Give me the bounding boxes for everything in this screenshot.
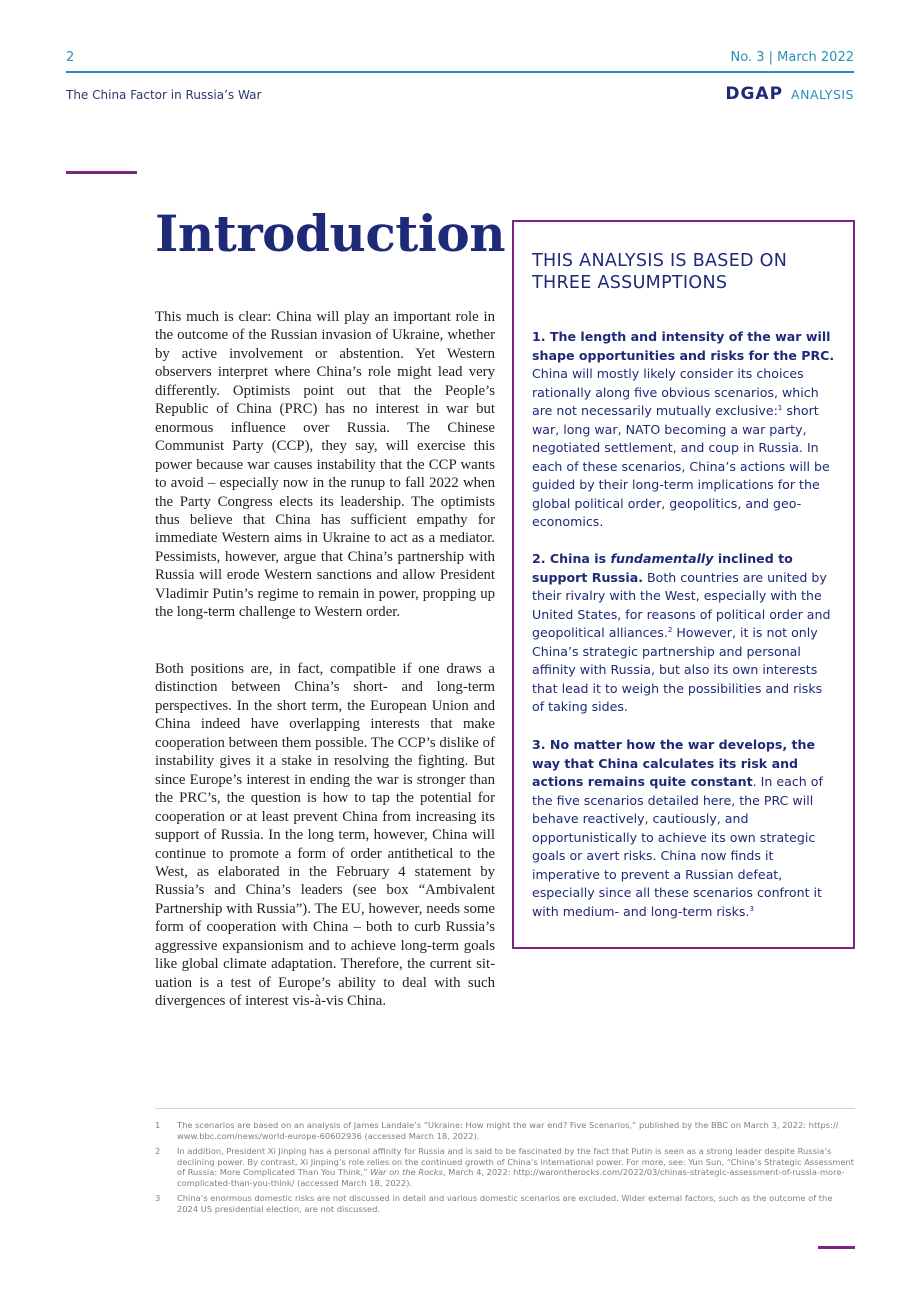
footnote-2 bbox=[155, 1146, 855, 1188]
footnote-3-text: China’s enormous domestic risks are not discussed in detail and various domestic scenarios are excluded. Wider external factors, such as the outcome of the 2024 US presidential election, are not discussed. bbox=[177, 1193, 833, 1214]
footnote-ref-2: 2 bbox=[667, 626, 673, 634]
assumption-1 bbox=[532, 328, 837, 532]
footnote-2-text-a: In addition, President Xi Jinping has a personal affinity for Russia and is said to be fascinated by the fact that Putin is seen as a strong leader despite Russia’s declining power. By contrast, Xi Jinping’s role relies on the continued growth of China’s international power. For more, see: Yun Sun, “China’s Strategic Assessment of Russia: More Complicated Than You Think,” bbox=[177, 1146, 854, 1177]
assumption-2-lead-a: 2. China is bbox=[532, 551, 611, 566]
footnote-1-number: 1 bbox=[155, 1120, 161, 1130]
footnote-3 bbox=[155, 1193, 855, 1214]
footnote-2-text bbox=[177, 1146, 855, 1188]
assumption-2-emphasis: fundamentally bbox=[610, 551, 714, 566]
page-title: Introduction bbox=[155, 204, 506, 263]
body-paragraph-1: This much is clear: China will play an important role in the outcome of the Russian invasion of Ukraine, whether by active involvement or abstention. Yet Western observers interpret where China’s role might lead very differently. Optimists point out that the People’s Republic of China (PRC) has no interest in war but enormous influence over Russia. The Chinese Communist Party (CCP), they say, will exercise this power because war causes instability that the CCP wants to avoid – especially now in the runup to fall 2022 when the Party Congress elects its leadership. The optimists thus believe that China has sufficient empathy for immediate Western aims in Ukraine to act as a mediator. Pessimists, however, argue that China’s partnership with Russia will erode Western sanctions and allow President Vladimir Putin’s regime to remain in power, propping up the long-term challenge to Western order. bbox=[155, 309, 495, 621]
footnote-3-number: 3 bbox=[155, 1193, 161, 1203]
page-number: 2 bbox=[66, 50, 75, 65]
footnote-ref-1: 1 bbox=[777, 404, 783, 412]
assumption-2-text-b: However, it is not only China’s strategic partnership and personal affinity with Russia, but also its own interests that lead it to weigh the possibilities and risks of taking sides. bbox=[532, 625, 823, 714]
header-rule bbox=[66, 71, 854, 73]
assumption-1-text-a: China will mostly likely consider its choices rationally along five obvious scenarios, which are not necessarily mutually exclusive: bbox=[532, 366, 819, 418]
publisher-logo bbox=[725, 84, 854, 104]
footnote-ref-3: 3 bbox=[749, 904, 754, 913]
footnote-1-text: The scenarios are based on an analysis of James Landale’s “Ukraine: How might the war end? Five Scenarios,” published by the BBC on March 3, 2022: https:// www.bbc.com/news/world-europe-60602936 (accessed March 18, 2022). bbox=[177, 1120, 839, 1141]
footnote-1 bbox=[155, 1120, 855, 1141]
logo-wordmark: DGAP bbox=[725, 84, 784, 104]
assumption-2-lead-b: inclined to support Russia. bbox=[532, 551, 793, 585]
assumptions-box bbox=[512, 220, 855, 949]
body-paragraph-2: Both positions are, in fact, compatible if one draws a distinction between China’s short- and long-term perspectives. In the short term, the European Union and China indeed have overlapping interests that make cooperation between them possible. The CCP’s dislike of instability gives it a stake in resolving the fighting. But since Europe’s interest in ending the war is stronger than the PRC’s, the question is how to tap the potential for cooperation or at least prevent China from increasing its support of Russia. In the long term, however, China will continue to promote a form of order antithetical to the West, as elaborated in the February 4 statement by Russia’s and China’s leaders (see box “Ambivalent Partnership with Russia”). The EU, however, needs some form of cooperation with China – both to curb Russia’s aggressive expansionism and to achieve long-term goals like global climate adaptation. Therefore, the current situation is a test of Europe’s ability to deal with such divergences of interest vis-à-vis China. bbox=[155, 661, 495, 1010]
issue-label: No. 3 | March 2022 bbox=[730, 50, 854, 65]
assumption-1-text-b: short war, long war, NATO becoming a war party, negotiated settlement, and coup in Russia. In each of these scenarios, China’s actions will be guided by their long-term implications for the global political order, geopolitics, and geo-economics. bbox=[532, 403, 830, 529]
assumption-3-lead: 3. No matter how the war develops, the way that China calculates its risk and actions remains quite constant bbox=[532, 737, 816, 789]
logo-tag: ANALYSIS bbox=[791, 87, 854, 102]
footnote-rule bbox=[155, 1108, 855, 1109]
assumption-1-lead: 1. The length and intensity of the war will shape opportunities and risks for the PRC. bbox=[532, 329, 835, 363]
footnote-2-number: 2 bbox=[155, 1146, 161, 1156]
footnote-2-publication: War on the Rocks bbox=[370, 1167, 443, 1177]
assumption-3 bbox=[532, 736, 837, 921]
assumption-2 bbox=[532, 550, 837, 717]
footnote-2-text-b: , March 4, 2022: http://warontherocks.com/2022/03/chinas-strategic-assessment-of-russia-more-complicated-than-you-think/ (accessed March 18, 2022). bbox=[177, 1167, 845, 1188]
assumption-2-text-a: Both countries are united by their rivalry with the West, especially with the United States, for reasons of political order and geopolitical alliances. bbox=[532, 569, 831, 640]
running-title: The China Factor in Russia’s War bbox=[66, 88, 262, 102]
bottom-accent-bar bbox=[818, 1246, 855, 1249]
box-heading: THIS ANALYSIS IS BASED ON THREE ASSUMPTIONS bbox=[532, 251, 788, 293]
accent-bar bbox=[66, 171, 137, 174]
assumption-3-text: . In each of the five scenarios detailed here, the PRC will behave reactively, cautiously, and opportunistically to achieve its own strategic goals or avert risks. China now finds it imperative to prevent a Russian defeat, especially since all these scenarios confront it with medium- and long-term risks. bbox=[532, 774, 823, 919]
